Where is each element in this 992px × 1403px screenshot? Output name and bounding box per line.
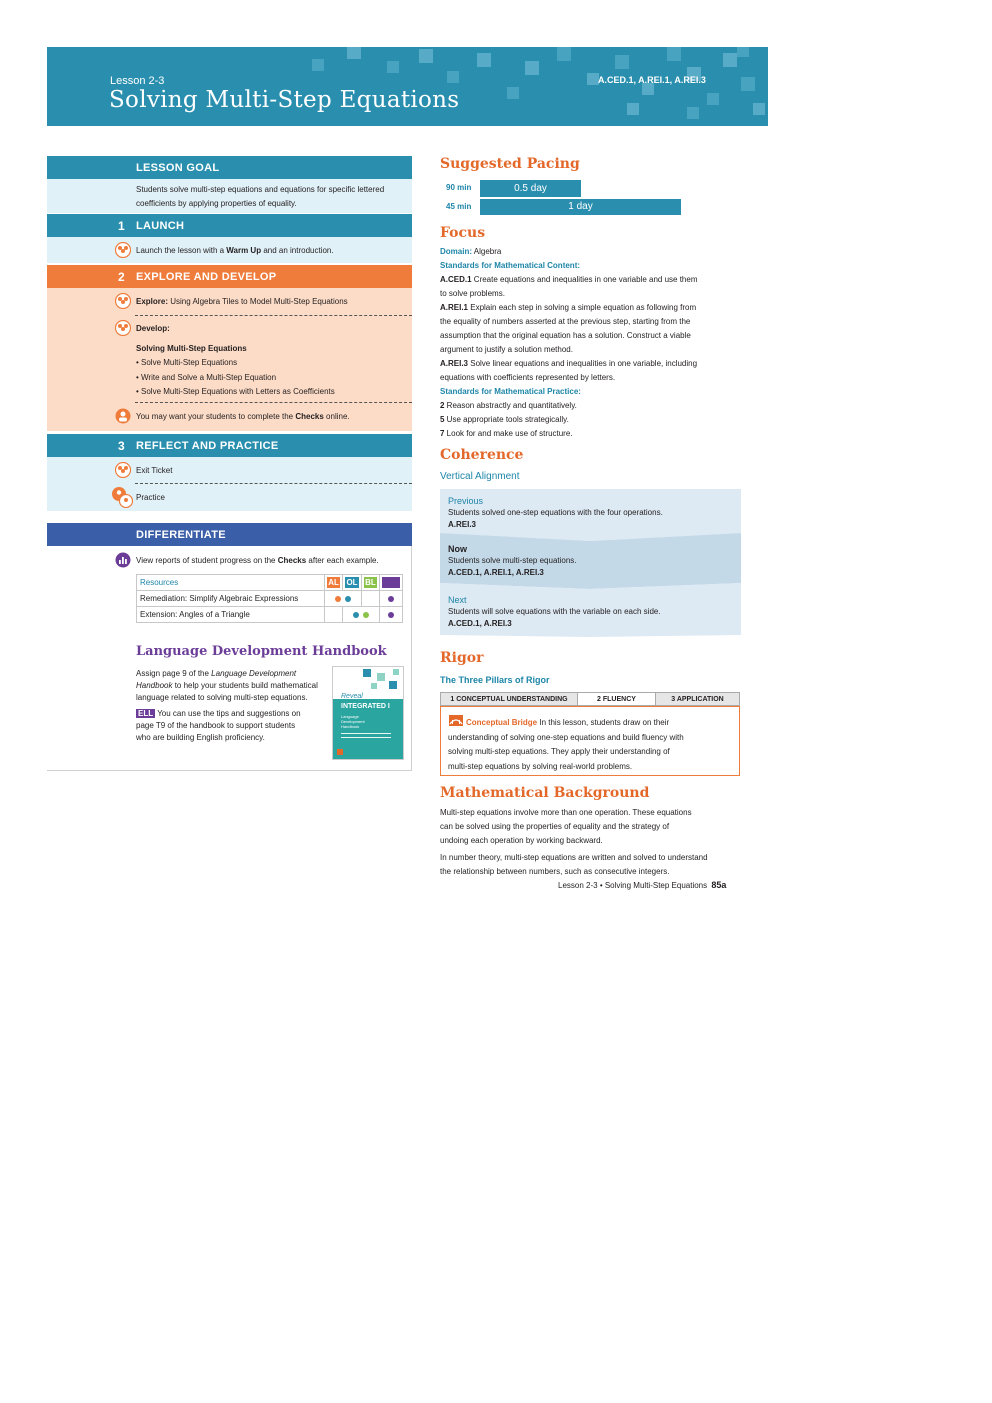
level-ol-badge: OL [346, 578, 358, 587]
divider [135, 402, 412, 403]
bl-dot [363, 612, 369, 618]
page-title: Solving Multi-Step Equations [109, 87, 460, 113]
lesson-goal-text-1: Students solve multi-step equations and equations for specific lettered [136, 185, 385, 194]
page-number: 85a [711, 880, 727, 890]
explore-number: 2 [118, 270, 125, 284]
rigor-box [440, 706, 740, 776]
pacing-label-45: 45 min [446, 202, 472, 211]
reflect-item-exit-ticket: Exit Ticket [136, 466, 173, 475]
level-ell-badge: ELL [383, 578, 399, 587]
lesson-banner [47, 47, 768, 126]
practice-standards-label: Standards for Mathematical Practice: [440, 387, 581, 396]
level-bl-badge: BL [365, 578, 376, 587]
resources-table [136, 574, 403, 623]
book-brand: Reveal [341, 693, 363, 700]
rigor-tab-fluency: 2 FLUENCY [578, 692, 656, 706]
pacing-title: Suggested Pacing [440, 156, 580, 172]
coherence-previous: Previous Students solved one-step equations with the four operations. A.REI.3 [448, 496, 663, 529]
rigor-text: Conceptual Bridge In this lesson, students draw on their understanding of solving one-step equations and build fluency with solving multi-step equations. They apply their understanding of multi-step equations by solving real-world problems. [448, 718, 684, 771]
ell-dot [388, 596, 394, 602]
launch-header [47, 214, 412, 237]
explore-label: EXPLORE AND DEVELOP [136, 271, 277, 283]
pacing-value: 0.5 day [514, 183, 547, 194]
differentiate-text: View reports of student progress on the Checks after each example. [136, 556, 379, 565]
launch-panel [47, 237, 412, 263]
differentiate-header [47, 523, 412, 546]
develop-title: Solving Multi-Step Equations [136, 344, 247, 353]
reflect-header [47, 434, 412, 457]
background-text: Multi-step equations involve more than one operation. These equations can be solved using the properties of equality and the strategy of undoing each operation by working backward. In number theory, multi-step equations are written and solved to understand the relationship between numbers, such as consecutive integers. [440, 808, 708, 876]
coherence-next: Next Students will solve equations with the variable on each side. A.CED.1, A.REI.3 [448, 595, 661, 628]
group-icon [115, 462, 131, 478]
resource-extension[interactable]: Extension: Angles of a Triangle [137, 607, 325, 623]
group-icon [115, 320, 131, 336]
pacing-label-90: 90 min [446, 183, 472, 192]
student-icon [115, 408, 131, 424]
book-subtitle: Language Development Handbook [341, 714, 365, 729]
report-chart-icon [115, 552, 131, 568]
al-dot [335, 596, 341, 602]
rigor-tabs [440, 692, 740, 706]
level-al-badge: AL [328, 578, 339, 587]
launch-text: Launch the lesson with a Warm Up and an introduction. [136, 246, 334, 255]
lesson-goal-header [47, 156, 412, 179]
page-footer: Lesson 2-3 • Solving Multi-Step Equations 85a [558, 880, 727, 890]
lesson-goal-panel [47, 179, 412, 213]
develop-label: Develop: [136, 324, 170, 333]
lesson-standards: A.CED.1, A.REI.1, A.REI.3 [598, 75, 706, 85]
ldh-text: Assign page 9 of the Language Development Handbook to help your students build mathematical language related to solving multi-step equations. ELL You can use the tips and suggestions on page T9 of the handbook to support students who are building English proficiency. [136, 669, 318, 742]
book-title: INTEGRATED I [341, 703, 390, 710]
practice-standards: 2 Reason abstractly and quantitatively. 5 Use appropriate tools strategically. 7 Look for and make use of structure. [440, 401, 577, 438]
coherence-now: Now Students solve multi-step equations. A.CED.1, A.REI.1, A.REI.3 [448, 544, 577, 577]
pacing-chart [440, 180, 740, 216]
table-row [137, 591, 403, 607]
student-pair-icon [111, 486, 133, 508]
content-standards-label: Standards for Mathematical Content: [440, 261, 581, 270]
coherence-title: Coherence [440, 447, 524, 463]
lesson-goal-text-2: coefficients by applying properties of equality. [136, 199, 297, 208]
reflect-label: REFLECT AND PRACTICE [136, 440, 279, 452]
checks-text: You may want your students to complete the Checks online. [136, 412, 350, 421]
rigor-title: Rigor [440, 650, 484, 666]
resource-remediation[interactable]: Remediation: Simplify Algebraic Expressions [137, 591, 325, 607]
ol-dot [353, 612, 359, 618]
rigor-subtitle: The Three Pillars of Rigor [440, 675, 550, 685]
launch-number: 1 [118, 219, 125, 233]
differentiate-panel [47, 546, 412, 771]
divider [135, 315, 412, 316]
domain-line: Domain: Algebra [440, 247, 502, 256]
develop-item: • Solve Multi-Step Equations with Letters as Coefficients [136, 387, 335, 396]
develop-item: • Write and Solve a Multi-Step Equation [136, 373, 277, 382]
handbook-cover [332, 666, 404, 760]
resources-header: Resources [137, 575, 325, 591]
launch-label: LAUNCH [136, 220, 185, 232]
reflect-number: 3 [118, 439, 125, 453]
reflect-panel [47, 457, 412, 511]
table-row [137, 607, 403, 623]
develop-item: • Solve Multi-Step Equations [136, 358, 238, 367]
background-title: Mathematical Background [440, 785, 650, 801]
pacing-bar [480, 199, 681, 215]
table-row [137, 575, 403, 591]
lesson-number: Lesson 2-3 [110, 75, 165, 87]
explore-header [47, 265, 412, 288]
group-icon [115, 242, 131, 258]
reflect-item-practice: Practice [136, 493, 165, 502]
explore-panel [47, 288, 412, 431]
ell-dot [388, 612, 394, 618]
ol-dot [345, 596, 351, 602]
pacing-value: 1 day [568, 201, 593, 212]
ldh-title: Language Development Handbook [136, 644, 387, 659]
divider [135, 483, 412, 484]
rigor-tab-application: 3 APPLICATION [656, 692, 740, 706]
focus-title: Focus [440, 225, 486, 241]
ell-badge: ELL [138, 709, 154, 718]
coherence-subtitle: Vertical Alignment [440, 471, 520, 482]
differentiate-label: DIFFERENTIATE [136, 529, 226, 541]
content-standards: A.CED.1 Create equations and inequalities in one variable and use them to solve problems. A.REI.1 Explain each step in solving a simple equation as following from the equality of numbers asserted at the previous step, starting from the assumption that the original equation has a solution. Construct a viable argument to justify a solution method. A.REI.3 Solve linear equations and inequalities in one variable, including equations with coefficients represented by letters. [440, 275, 698, 382]
pacing-bar [480, 180, 581, 197]
rigor-tab-conceptual: 1 CONCEPTUAL UNDERSTANDING [440, 692, 578, 706]
explore-line: Explore: Using Algebra Tiles to Model Multi-Step Equations [136, 297, 348, 306]
group-icon [115, 293, 131, 309]
lesson-goal-label: LESSON GOAL [136, 162, 220, 174]
